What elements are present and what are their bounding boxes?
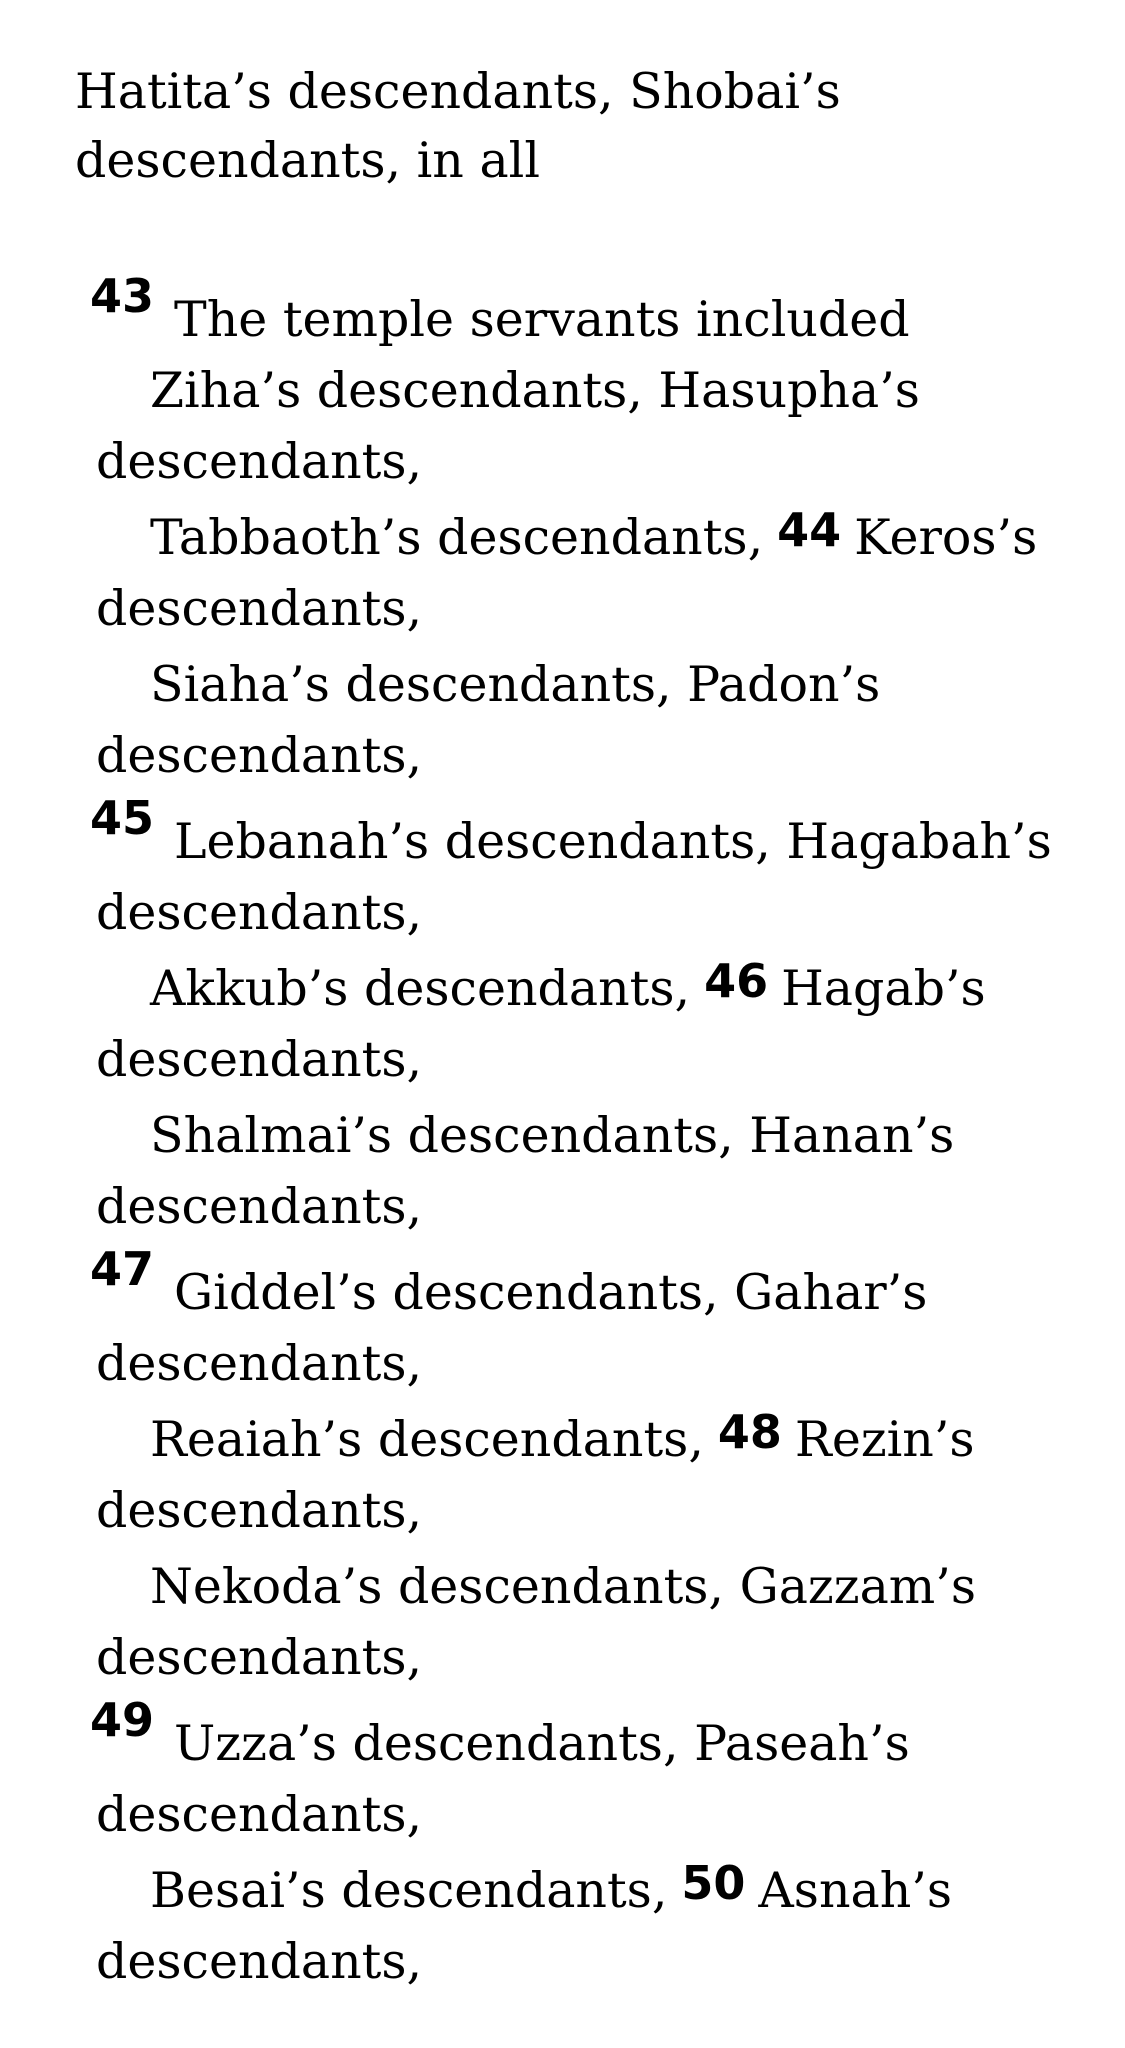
text-line-continuation: [96, 433, 423, 490]
text-line-continuation: [96, 884, 423, 941]
text-line: [150, 954, 986, 1017]
verse-number: 46: [704, 954, 769, 1008]
verse-text: Rezin’s: [794, 1411, 975, 1468]
verse-text: Besai’s descendants,: [150, 1862, 668, 1919]
verse-text: descendants,: [96, 580, 423, 637]
text-line: [150, 362, 920, 419]
verse-text: Reaiah’s descendants,: [150, 1411, 704, 1468]
text-line: [150, 1107, 955, 1164]
text-line-continuation: [96, 1335, 423, 1392]
text-line-continuation: [96, 1933, 423, 1990]
text-line: [90, 791, 1052, 870]
verse-number: 45: [90, 791, 155, 845]
verse-number: 50: [681, 1856, 746, 1910]
verse-number: 48: [717, 1405, 782, 1459]
text-line: [150, 1405, 975, 1468]
text-line: [150, 503, 1038, 566]
verse-number: 44: [777, 503, 842, 557]
text-line-continuation: [96, 1482, 423, 1539]
text-line: [150, 1856, 953, 1919]
verse-text: descendants,: [96, 433, 423, 490]
text-line-continuation: [96, 580, 423, 637]
text-line: [90, 269, 910, 348]
text-line-continuation: [96, 1178, 423, 1235]
verse-text: descendants,: [96, 1335, 423, 1392]
verse-text: Giddel’s descendants, Gahar’s: [174, 1264, 928, 1321]
text-line: [75, 132, 540, 189]
verse-text: descendants,: [96, 1482, 423, 1539]
text-line-continuation: [96, 1786, 423, 1843]
text-line: [90, 1242, 928, 1321]
text-line: [150, 656, 881, 713]
verse-text: descendants,: [96, 884, 423, 941]
verse-number: 47: [90, 1242, 155, 1296]
verse-text: Siaha’s descendants, Padon’s: [150, 656, 881, 713]
verse-text: descendants,: [96, 1178, 423, 1235]
verse-text: Uzza’s descendants, Paseah’s: [174, 1715, 910, 1772]
verse-text: Akkub’s descendants,: [150, 960, 691, 1017]
verse-text: Nekoda’s descendants, Gazzam’s: [150, 1558, 976, 1615]
verse-text: Hagab’s: [781, 960, 986, 1017]
text-line: [75, 63, 841, 120]
verse-text: descendants,: [96, 1629, 423, 1686]
verse-text: Ziha’s descendants, Hasupha’s: [150, 362, 920, 419]
text-line: [90, 1693, 910, 1772]
text-line-continuation: [96, 1031, 423, 1088]
verse-text: descendants, in all: [75, 132, 540, 189]
verse-text: The temple servants included: [174, 291, 910, 348]
verse-text: Shalmai’s descendants, Hanan’s: [150, 1107, 955, 1164]
verse-number: 49: [90, 1693, 155, 1747]
verse-text: Tabbaoth’s descendants,: [150, 509, 764, 566]
verse-text: Lebanah’s descendants, Hagabah’s: [174, 813, 1052, 870]
verse-text: descendants,: [96, 1933, 423, 1990]
verse-text: descendants,: [96, 727, 423, 784]
verse-text: descendants,: [96, 1031, 423, 1088]
verse-text: Keros’s: [854, 509, 1038, 566]
text-line-continuation: [96, 727, 423, 784]
verse-number: 43: [90, 269, 155, 323]
verse-text: descendants,: [96, 1786, 423, 1843]
verse-text: Asnah’s: [758, 1862, 953, 1919]
verse-text: Hatita’s descendants, Shobai’s: [75, 63, 841, 120]
text-line: [150, 1558, 976, 1615]
text-line-continuation: [96, 1629, 423, 1686]
